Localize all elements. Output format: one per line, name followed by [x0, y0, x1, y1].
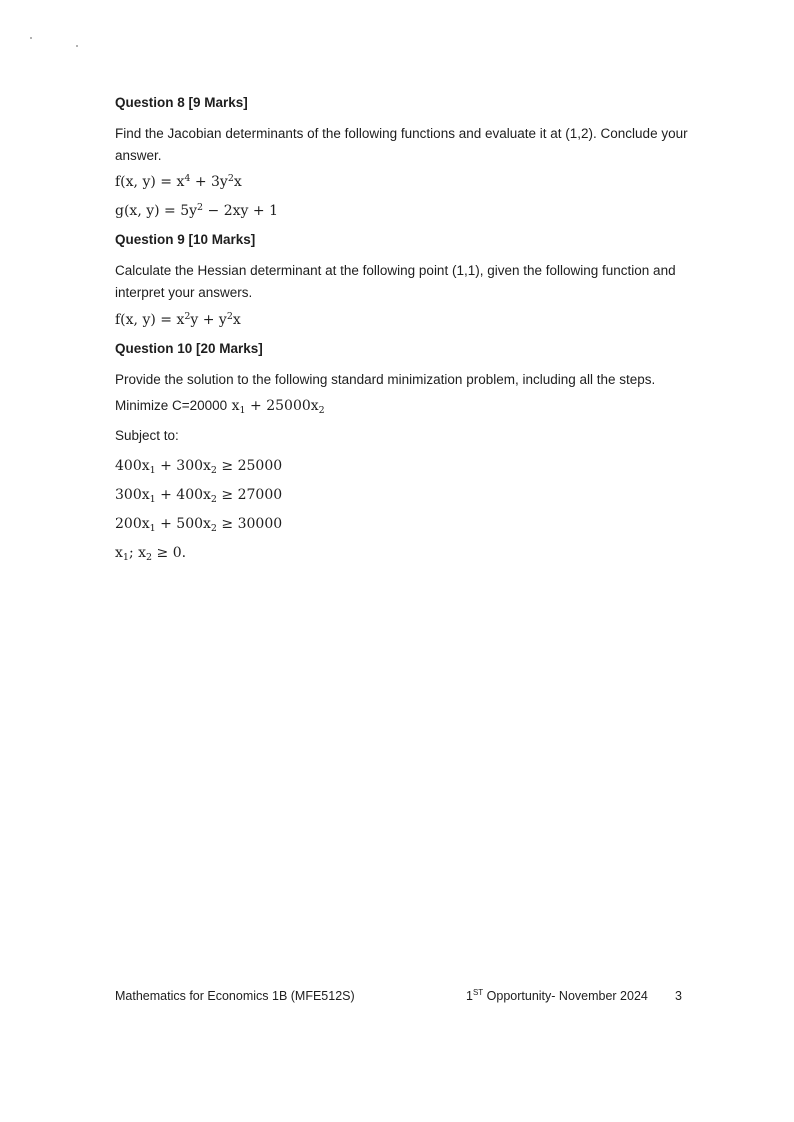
question-9-text: Calculate the Hessian determinant at the following point (1,1), given the following function and interpret your answers. [115, 263, 676, 300]
q10-nonnegativity: $x_1$; $x_2 \ge 0$. [115, 545, 187, 563]
footer-page-number: 3 [675, 989, 682, 1003]
q10-constraint-3: $200x_1 + 500x_2 \ge 30000$ [115, 516, 283, 534]
q10-subject-to: Subject to: [115, 428, 179, 443]
q8-function-g: g(x, $y) = 5y^2 - 2xy + 1$ [115, 202, 278, 219]
q10-constraint-2: $300x_1 + 400x_2 \ge 27000$ [115, 487, 283, 505]
footer-course: Mathematics for Economics 1B (MFE512S) [115, 989, 355, 1003]
scan-speck [30, 37, 32, 39]
question-10-heading: Question 10 [20 Marks] [115, 341, 263, 356]
q9-function-f: f(x, $y) = x^2y + y^2x$ [115, 311, 241, 328]
q10-objective: Minimize C=20000 $x_1 + 25000x_2$ [115, 398, 325, 416]
q10-constraint-1: $400x_1 + 300x_2 \ge 25000$ [115, 458, 283, 476]
question-8-text: Find the Jacobian determinants of the following functions and evaluate it at (1,2). Conclude your answer. [115, 126, 688, 163]
q8-function-f: f(x, $y) = x^4 + 3y^2x$ [115, 173, 242, 190]
question-10-text: Provide the solution to the following standard minimization problem, including all the steps. [115, 372, 656, 387]
footer-opportunity: 1ST Opportunity- November 2024 [466, 988, 648, 1003]
question-9-heading: Question 9 [10 Marks] [115, 232, 256, 247]
scan-speck [76, 45, 78, 47]
question-8-heading: Question 8 [9 Marks] [115, 95, 248, 110]
